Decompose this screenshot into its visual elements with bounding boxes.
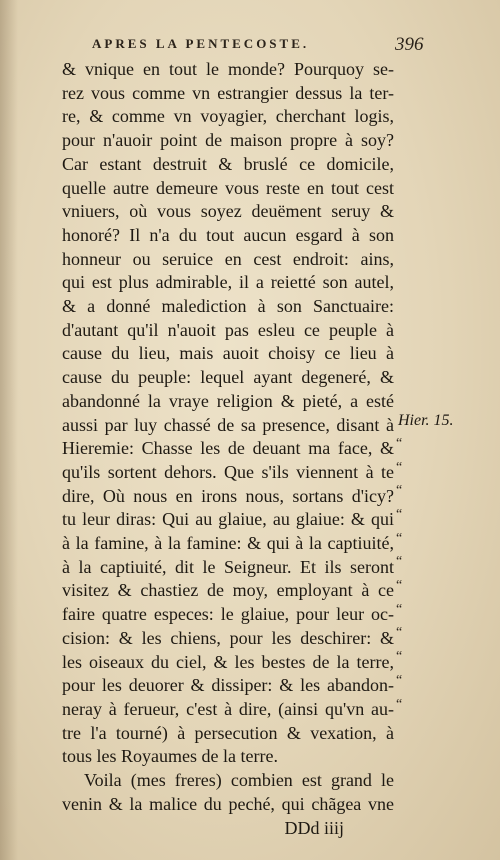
page-header — [0, 34, 500, 58]
text-line: Voila (mes freres) combien est grand le — [84, 770, 394, 791]
quote-mark: “ — [396, 697, 403, 712]
text-line: & vnique en tout le monde? Pourquoy se- — [62, 59, 394, 79]
quote-mark: “ — [396, 483, 403, 498]
text-line: abandonné la vraye religion & pieté, a esté — [62, 390, 394, 411]
text-line: visitez & chastiez de moy, employant à ce — [62, 580, 394, 601]
quote-mark: “ — [396, 460, 403, 475]
text-line: à la famine, à la famine: & qui à la captiuité, — [62, 533, 394, 554]
body-text — [62, 58, 394, 840]
text-line: Hieremie: Chasse les de deuant ma face, & — [62, 438, 394, 459]
quote-mark: “ — [396, 531, 403, 546]
text-line: cision: & les chiens, pour les deschirer: & — [62, 627, 394, 648]
text-line: pour les deuorer & dissiper: & les abandon- — [62, 675, 394, 696]
text-line: tous les Royaumes de la terre. — [62, 746, 278, 767]
text-line: cause du lieu, mais auoit choisy ce lieu à — [62, 343, 394, 364]
text-line: à la captiuité, dit le Seigneur. Et ils seront — [62, 556, 394, 577]
text-line: Car estant destruit & bruslé ce domicile, — [62, 153, 394, 174]
text-line: d'autant qu'il n'auoit pas esleu ce peuple à — [62, 319, 394, 340]
quote-mark: “ — [396, 578, 403, 593]
text-line: tu leur diras: Qui au glaiue, au glaiue: & qui — [62, 509, 394, 530]
quote-mark: “ — [396, 554, 403, 569]
quote-mark: “ — [396, 649, 403, 664]
quote-mark: “ — [396, 625, 403, 640]
text-line: honneur ou seruice en cest endroit: ains, — [62, 248, 394, 269]
text-line: tre l'a tourné) à persecution & vexation, à — [62, 722, 394, 743]
text-line: & a donné malediction à son Sanctuaire: — [62, 296, 394, 317]
text-line: honoré? Il n'a du tout aucun esgard à son — [62, 224, 394, 245]
text-line: pour n'auoir point de maison propre à soy? — [62, 130, 394, 151]
text-line: vniuers, où vous soyez deuëment seruy & — [62, 201, 394, 222]
page-number: 396 — [395, 34, 424, 55]
quote-mark: “ — [396, 507, 403, 522]
text-line: re, & comme vn voyagier, cherchant logis, — [62, 106, 394, 127]
text-line: venin & la malice du peché, qui chãgea vne — [62, 793, 394, 814]
quote-mark: “ — [396, 602, 403, 617]
signature-mark: DDd iiij — [284, 817, 344, 838]
quote-mark: “ — [396, 436, 403, 451]
text-line: dire, Où nous en irons nous, sortans d'icy? — [62, 485, 394, 506]
text-line: les oiseaux du ciel, & les bestes de la terre, — [62, 651, 394, 672]
text-line: quelle autre demeure vous reste en tout cest — [62, 177, 394, 198]
text-line: qui est plus admirable, il a reietté son autel, — [62, 272, 394, 293]
text-line: faire quatre especes: le glaiue, pour leur oc- — [62, 604, 394, 625]
running-head: APRES LA PENTECOSTE. — [92, 36, 310, 51]
quote-mark: “ — [396, 673, 403, 688]
text-line: neray à ferueur, c'est à dire, (ainsi qu'vn au- — [62, 698, 394, 719]
text-line: rez vous comme vn estrangier dessus la ter- — [62, 82, 394, 103]
gutter-shadow — [0, 0, 18, 860]
text-line: cause du peuple: lequel ayant degeneré, & — [62, 367, 394, 388]
text-line: aussi par luy chassé de sa presence, disant à — [62, 414, 394, 435]
margin-reference: Hier. 15. — [398, 412, 454, 429]
text-line: qu'ils sortent dehors. Que s'ils viennent à te — [62, 461, 394, 482]
